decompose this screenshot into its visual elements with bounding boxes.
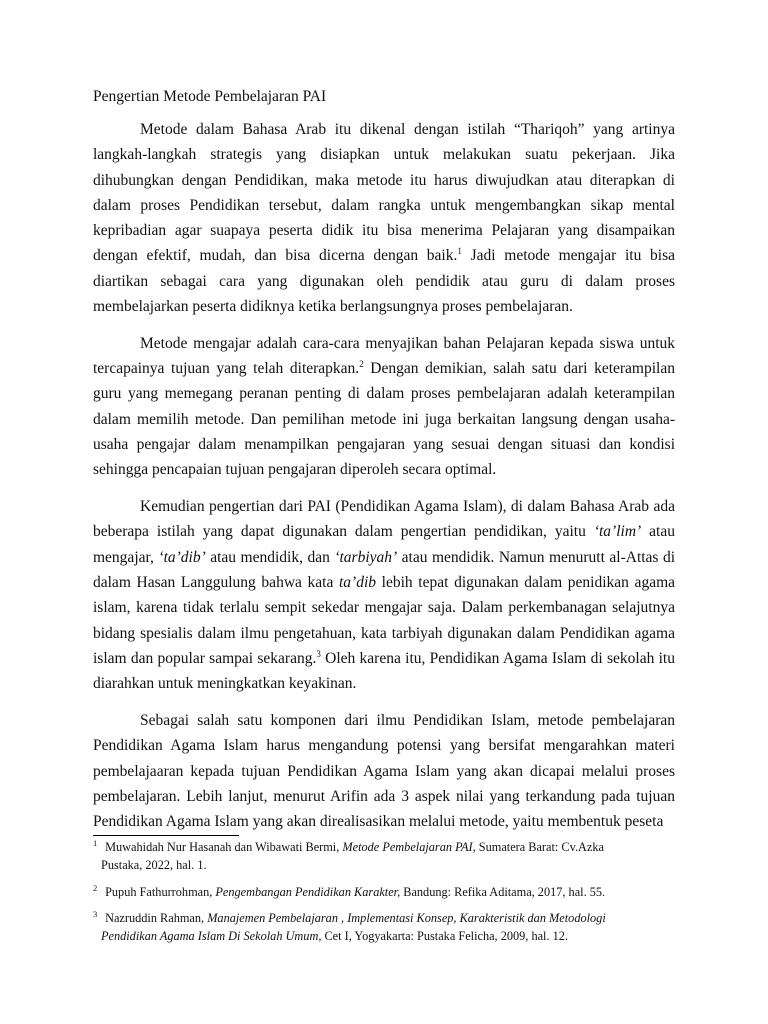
paragraph-3-text-4: atau mendidik. Namun menurutt al-Attas di dalam Hasan Langgulung bahwa kata (93, 548, 676, 592)
footnote-2: 2 Pupuh Fathurrohman, Pengembangan Pendidikan Karakter, Bandung: Refika Aditama, 2017, hal. 55. (93, 882, 606, 899)
paragraph-3-text-3: atau mendidik, dan (205, 548, 335, 566)
paragraph-3 (93, 494, 675, 696)
term-tadib: ‘ta’dib’ (158, 548, 206, 566)
footnote-3-author: Nazruddin Rahman, (105, 911, 208, 926)
footnotes (93, 839, 683, 955)
footnote-ref-3: 3 (316, 648, 321, 659)
paragraph-1-text-a: Metode dalam Bahasa Arab itu dikenal dengan istilah “Thariqoh” yang artinya langkah-langkah strategis yang disiapkan untuk melakukan suatu pekerjaan. Jika dihubungkan dengan Pendidikan, maka metode itu harus diwujudkan atau diterapkan di dalam proses Pendidikan tersebut, dalam rangka untuk mengembangkan sikap mental kepribadian agar suapaya peserta didik itu bisa menerima Pelajaran yang disampaikan dengan efektif, mudah, dan bisa dicerna dengan baik. (93, 121, 675, 265)
footnote-2-author: Pupuh Fathurrohman, (102, 884, 216, 899)
paragraph-2-text-a: Metode mengajar adalah cara-cara menyajikan bahan Pelajaran kepada siswa untuk tercapainya tujuan yang telah diterapkan. (93, 334, 675, 378)
paragraph-3-text-6: Oleh karena itu, Pendidikan Agama Islam di sekolah itu diarahkan untuk meningkatkan keyakinan. (93, 649, 675, 693)
document-body (93, 117, 675, 846)
footnote-3: 3 Nazruddin Rahman, Manajemen Pembelajaran , Implementasi Konsep, Karakteristik dan Metodologi Pendidikan Agama Islam Di Sekolah Umum, Cet I, Yogyakarta: Pustaka Felicha, 2009, hal. 12. (93, 909, 606, 944)
term-tadib-2: ta’dib (339, 574, 377, 592)
footnote-3-title: Manajemen Pembelajaran , Implementasi Konsep, Karakteristik dan Metodologi (207, 911, 606, 926)
paragraph-1-text-b: Jadi metode mengajar itu bisa diartikan sebagai cara yang digunakan oleh pendidik atau guru di dalam proses membelajarkan peserta didiknya ketika berlangsungnya proses pembelajaran. (93, 247, 675, 316)
footnote-2-publisher: Bandung: Refika Aditama, 2017, hal. 55. (400, 884, 606, 899)
footnote-2-title: Pengembangan Pendidikan Karakter, (215, 884, 401, 899)
paragraph-2-text-b: Dengan demikian, salah satu dari keterampilan guru yang memegang peranan penting di dalam proses pembelajaran adalah keterampilan dalam memilih metode. Dan pemilihan metode ini juga berkaitan langsung dengan usaha-usaha pengajar dalam menampilkan pengajaran yang sesuai dengan situasi dan kondisi sehingga pencapaian tujuan pengajaran diperoleh secara optimal. (93, 360, 675, 479)
term-tarbiyah: ‘tarbiyah’ (334, 548, 398, 566)
paragraph-4: Sebagai salah satu komponen dari ilmu Pendidikan Islam, metode pembelajaran Pendidikan Agama Islam harus mengandung potensi yang bersifat mengarahkan materi pembelajaaran kepada tujuan Pendidikan Agama Islam yang akan dicapai melalui proses pembelajaran. Lebih lanjut, menurut Arifin ada 3 aspek nilai yang terkandung pada tujuan Pendidikan Agama Islam yang akan direalisasikan melalui metode, yaitu membentuk peseta (93, 712, 675, 831)
footnote-1-publisher: Sumatera Barat: Cv.Azka (475, 840, 604, 854)
footnote-3-title-continuation: Pendidikan Agama Islam Di Sekolah Umum, (101, 929, 322, 944)
footnote-ref-2: 2 (359, 359, 364, 370)
footnote-1-author: Muwahidah Nur Hasanah dan Wibawati Bermi, (105, 840, 343, 854)
footnote-1: 1 Muwahidah Nur Hasanah dan Wibawati Bermi, Metode Pembelajaran PAI, Sumatera Barat: Cv.Azka Pustaka, 2022, hal. 1. (93, 837, 604, 872)
footnote-separator (93, 835, 239, 836)
paragraph-3-text-2: atau mengajar, (93, 523, 675, 566)
footnote-ref-1: 1 (457, 246, 462, 257)
paragraph-2 (93, 331, 675, 483)
term-talim: ‘ta’lim’ (593, 523, 642, 541)
footnote-1-continuation: Pustaka, 2022, hal. 1. (101, 857, 207, 872)
footnote-3-publisher: Cet I, Yogyakarta: Pustaka Felicha, 2009, hal. 12. (321, 929, 568, 944)
paragraph-1 (93, 117, 675, 319)
document-title: Pengertian Metode Pembelajaran PAI (93, 88, 327, 105)
footnote-1-title: Metode Pembelajaran PAI, (342, 840, 476, 854)
paragraph-3-text-5: lebih tepat digunakan dalam penidikan agama islam, karena tidak terlalu sempit sekedar mengajar saja. Dalam perkembanagan selajutnya bidang spesialis dalam ilmu pengetahuan, kata tarbiyah digunakan dalam Pendidikan agama islam dan popular sampai sekarang. (93, 574, 676, 667)
paragraph-3-text-1: Kemudian pengertian dari PAI (Pendidikan Agama Islam), di dalam Bahasa Arab ada beberapa istilah yang dapat digunakan dalam pengertian pendidikan, yaitu (93, 498, 675, 541)
